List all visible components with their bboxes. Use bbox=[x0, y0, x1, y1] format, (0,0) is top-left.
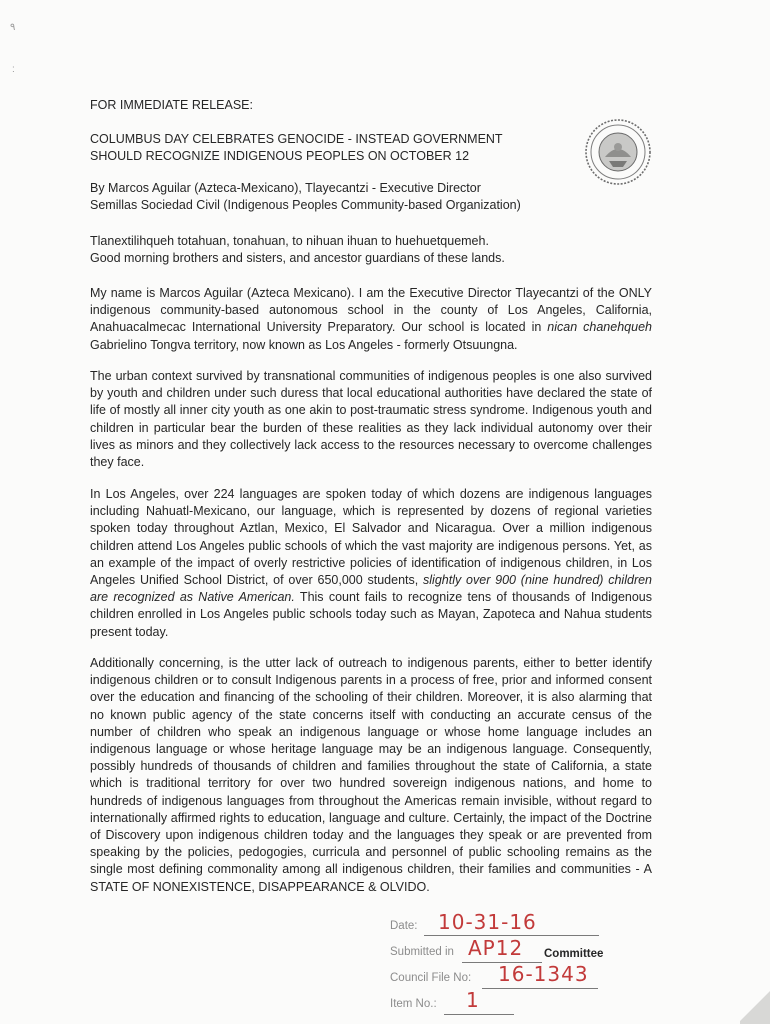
byline bbox=[90, 180, 652, 214]
para-italic: slightly over 900 (nine hundred) children are recognized as Native American. bbox=[90, 573, 653, 605]
para-text: identify indigenous children or to consult Indigenous parents in a process of free, prior and bbox=[90, 656, 652, 688]
title-line-1: COLUMBUS DAY CELEBRATES GENOCIDE - INSTEAD GOVERNMENT bbox=[90, 132, 503, 146]
para-text: students, bbox=[367, 573, 424, 588]
para-text: survived by youth and children under such duress that local educational authorities have bbox=[90, 369, 652, 401]
stamp-committee-label: Committee bbox=[544, 948, 604, 960]
greeting-nahuatl: Tlanextilihqueh totahuan, tonahuan, to nihuan ihuan to huehuetquemeh. bbox=[90, 234, 489, 248]
title-line-2: SHOULD RECOGNIZE INDIGENOUS PEOPLES ON OCTOBER 12 bbox=[90, 149, 470, 164]
para-text: language includes an indigenous language or whose heritage language may be an indigenous bbox=[90, 724, 652, 757]
release-label: FOR IMMEDIATE RELEASE: bbox=[90, 98, 253, 112]
para-text: indigenous persons. Yet, as an example of the impact of overly restrictive policies of bbox=[90, 538, 652, 570]
para-text: Additionally concerning, is the utter lack of outreach to indigenous parents, either to better bbox=[90, 656, 608, 670]
paragraph-languages bbox=[90, 486, 652, 641]
para-text: state of California, a state which is traditional territory for over two hundred sovereign bbox=[90, 759, 652, 791]
scan-speck: ٩ bbox=[10, 22, 16, 33]
para-text: language and culture. Certainly, the impact of the Doctrine of Discovery upon indigenous bbox=[90, 810, 652, 843]
byline-organization: Semillas Sociedad Civil (Indigenous Peoples Community-based Organization) bbox=[90, 198, 521, 213]
para-text: identification of indigenous children, in Los Angeles Unified School District, of over 650,000 bbox=[90, 555, 652, 588]
stamp-item-line bbox=[444, 1014, 514, 1015]
para-text: languages including Nahuatl-Mexicano, our language, which is represented by dozens of bbox=[90, 487, 652, 519]
para-text: schools today such as Mayan, Zapoteca and Nahua students present today. bbox=[90, 607, 652, 639]
para-text: syndrome. Indigenous youth and children in particular bear the burden of these realities as they bbox=[90, 403, 652, 435]
para-text: regional varieties spoken today throughout Aztlan, Mexico, El Salvador and Nicaragua. Over a bbox=[90, 504, 652, 536]
para-text: informed consent over the education and financing of the schooling of their children. Moreover, bbox=[90, 673, 653, 705]
para-text: resources necessary to overcome challenges they face. bbox=[90, 437, 652, 470]
para-text: California, Anahuacalmecac International University Preparatory. Our school is located in bbox=[90, 303, 652, 335]
stamp-submitted-value: AP12 bbox=[468, 936, 524, 960]
stamp-council-value: 16-1343 bbox=[498, 962, 589, 986]
para-text: count fails to recognize tens of thousands of Indigenous children enrolled in Los Angeles public bbox=[90, 590, 652, 622]
stamp-item-label: Item No.: bbox=[390, 998, 437, 1010]
para-text: children today and the languages they speak or are prevented from speaking by the policies, bbox=[90, 828, 652, 860]
para-text: Gabrielino Tongva territory, now known as Los Angeles - formerly Otsuungna. bbox=[90, 337, 518, 352]
stamp-council-line bbox=[482, 988, 598, 989]
stamp-item-value: 1 bbox=[466, 988, 480, 1012]
para-text: ONLY indigenous community-based autonomous school in the county of Los Angeles, bbox=[90, 286, 652, 318]
para-text: indigenous nations, and home to hundreds of indigenous languages from throughout the bbox=[90, 776, 652, 808]
stamp-date-label: Date: bbox=[390, 920, 418, 932]
stamp-council-row bbox=[390, 962, 589, 992]
scan-speck: : bbox=[12, 64, 15, 75]
paragraph-urban-context bbox=[90, 368, 652, 471]
page-corner-shadow bbox=[740, 980, 770, 1024]
byline-author: By Marcos Aguilar (Azteca-Mexicano), Tlayecantzi - Executive Director bbox=[90, 181, 481, 195]
paragraph-introduction bbox=[90, 285, 652, 354]
greeting-english: Good morning brothers and sisters, and ancestor guardians of these lands. bbox=[90, 251, 505, 266]
para-text: million indigenous children attend Los Angeles public schools of which the vast majority are bbox=[90, 521, 652, 553]
para-italic: nican bbox=[547, 320, 578, 335]
para-text: Americas remain invisible, without regard to internationally affirmed rights to education, bbox=[90, 793, 652, 825]
stamp-item-row bbox=[390, 988, 480, 1018]
para-italic: chanehqueh bbox=[583, 320, 652, 335]
stamp-submitted-row bbox=[390, 936, 604, 966]
para-text: This bbox=[294, 590, 324, 605]
release-heading bbox=[90, 97, 652, 114]
para-text: declared the state of life of mostly all inner city youth as one akin to post-traumatic stress bbox=[90, 386, 652, 418]
para-text: My name is Marcos Aguilar (Azteca Mexicano). I am the Executive Director Tlayecantzi of the bbox=[90, 286, 615, 300]
press-title bbox=[90, 131, 652, 165]
para-text: In Los Angeles, over 224 languages are spoken today of which dozens are indigenous bbox=[90, 487, 590, 501]
organization-seal-icon bbox=[583, 117, 653, 187]
para-text: accurate census of the number of children who speak an indigenous language or whose home bbox=[90, 707, 652, 739]
para-text: The urban context survived by transnational communities of indigenous peoples is one also bbox=[90, 369, 602, 383]
stamp-date-value: 10-31-16 bbox=[438, 910, 537, 934]
para-text: language. Consequently, possibly hundreds of thousands of children and families throughout the bbox=[90, 742, 652, 774]
stamp-council-label: Council File No: bbox=[390, 972, 472, 984]
para-text: lack individual autonomy over their lives as minors and they collectively lack access to the bbox=[90, 420, 652, 452]
para-text: NONEXISTENCE, DISAPPEARANCE & OLVIDO. bbox=[152, 879, 430, 894]
para-text: it is also alarming that no known public agency of the state concerns itself with conducting an bbox=[90, 690, 652, 722]
stamp-submitted-label: Submitted in bbox=[390, 946, 454, 958]
para-text: commonality among all indigenous children, their families and communities - A STATE OF bbox=[90, 862, 653, 894]
council-submission-stamp bbox=[390, 910, 650, 1024]
paragraph-outreach bbox=[90, 655, 652, 896]
para-text: pedogogies, curricula and personnel of public schooling remains as the single most defining bbox=[90, 845, 652, 877]
stamp-date-row bbox=[390, 910, 537, 940]
greeting bbox=[90, 233, 652, 267]
